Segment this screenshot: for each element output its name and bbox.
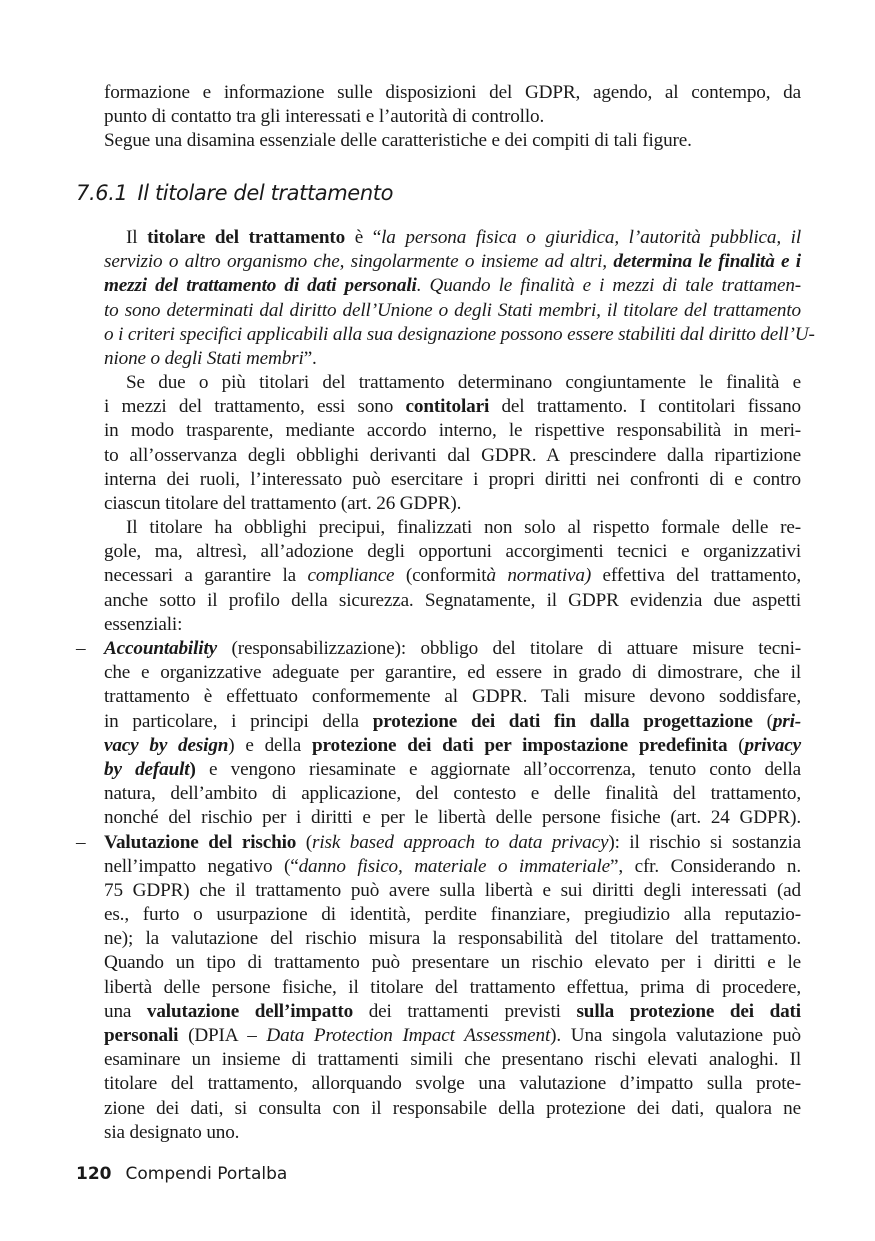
text-line: essenziali:	[104, 613, 183, 635]
text-line: formazione e informazione sulle disposizioni del GDPR, agendo, al contempo, da	[104, 82, 801, 103]
text-run: è “	[345, 227, 382, 248]
text-line	[104, 637, 801, 661]
text-line	[104, 226, 801, 250]
intro-paragraph	[104, 81, 801, 154]
text-line: titolare del trattamento, allorquando svolge una valutazione d’impatto sulla prote-	[104, 1073, 801, 1095]
quote-text: . Quando le finalità e i mezzi di tale trattamen-	[416, 275, 801, 297]
dash-bullet: –	[76, 831, 86, 853]
text-line: to all’osservanza degli obblighi derivanti dal GDPR. A prescindere dalla ripartizione	[104, 444, 801, 466]
text-run: ): il rischio si sostanzia	[608, 831, 802, 853]
text-run: i mezzi del trattamento, essi sono	[104, 396, 406, 418]
text-line	[104, 710, 801, 734]
text-run: )	[189, 758, 196, 780]
bold-term: protezione dei dati per impostazione predefinita	[311, 734, 728, 756]
text-line	[104, 395, 801, 419]
section-title: Il titolare del trattamento	[137, 181, 394, 205]
list-item-accountability	[76, 637, 801, 831]
series-name: Compendi Portalba	[125, 1164, 288, 1184]
text-run: necessari a garantire la	[104, 565, 308, 587]
text-run: (	[296, 831, 313, 853]
text-run: ). Una singola valutazione può	[550, 1025, 802, 1046]
bold-term: sulla protezione dei dati	[576, 1000, 801, 1022]
bold-term: titolare del trattamento	[147, 227, 346, 248]
text-run: ”.	[303, 347, 317, 369]
bold-italic-term: pri-	[772, 710, 801, 732]
bold-italic-term: privacy	[744, 734, 801, 756]
text-line	[104, 831, 801, 855]
text-run: Il	[126, 227, 148, 248]
paragraph-definition	[104, 226, 815, 371]
text-run: effettiva del trattamento,	[591, 565, 801, 587]
bold-term: Valutazione del rischio	[104, 831, 297, 853]
bold-term: valutazione dell’impatto	[146, 1000, 354, 1022]
text-run: e vengono riesaminate e aggiornate all’occorrenza, tenuto conto della	[195, 758, 801, 780]
text-line	[104, 855, 801, 879]
text-run: del trattamento. I contitolari fissano	[489, 396, 802, 418]
text-line: Il titolare ha obblighi precipui, finalizzati non solo al rispetto formale delle re-	[126, 517, 801, 538]
text-line	[104, 564, 801, 588]
text-line: Se due o più titolari del trattamento determinano congiuntamente le finalità e	[126, 372, 801, 393]
text-run: ”, cfr. Considerando n.	[610, 855, 801, 877]
text-line	[104, 299, 801, 323]
text-line: sia designato uno.	[104, 1121, 240, 1143]
text-line: natura, dell’ambito di applicazione, del contesto e delle finalità del trattamento,	[104, 783, 801, 805]
italic-term: compliance	[307, 565, 395, 587]
text-line	[104, 274, 801, 298]
text-line: esaminare un insieme di trattamenti simili che presentano rischi elevati analoghi. Il	[104, 1049, 801, 1071]
italic-term: Data Protection Impact Assessment	[266, 1025, 551, 1046]
text-line	[104, 1000, 801, 1024]
quote-text: o i criteri specifici applicabili alla sua designazione possono essere stabiliti dal diritto dell’U-	[104, 323, 815, 345]
quote-text: to sono determinati dal diritto dell’Unione o degli Stati membri, il titolare del trattamento	[104, 299, 801, 321]
text-run: ) e della	[228, 734, 312, 756]
text-line	[104, 758, 801, 782]
text-line	[104, 734, 801, 758]
italic-term: risk based approach to data privacy	[312, 831, 609, 853]
text-line: anche sotto il profilo della sicurezza. Segnatamente, il GDPR evidenzia due aspetti	[104, 589, 801, 611]
page-number: 120	[76, 1164, 112, 1184]
text-line: ciascun titolare del trattamento (art. 26 GDPR).	[104, 492, 462, 514]
text-run: (DPIA –	[178, 1025, 267, 1046]
text-run: (responsabilizzazione): obbligo del titolare di attuare misure tecni-	[217, 638, 801, 659]
text-line	[104, 323, 815, 347]
text-line: libertà delle persone fisiche, il titolare del trattamento effettua, prima di procedere,	[104, 976, 801, 998]
quote-text: servizio o altro organismo che, singolarmente o insieme ad altri,	[104, 251, 614, 273]
bold-italic-term: by default	[104, 758, 190, 780]
text-line	[104, 347, 801, 371]
text-line: interna dei ruoli, l’interessato può esercitare i propri diritti nei confronti di e contro	[104, 468, 801, 490]
text-line: che e organizzative adeguate per garantire, ed essere in grado di dimostrare, che il	[104, 662, 801, 684]
quote-text: nione o degli Stati membri	[104, 347, 304, 369]
dash-bullet: –	[76, 638, 86, 659]
bold-term: protezione dei dati fin dalla progettazione	[372, 710, 753, 732]
text-run: una	[104, 1000, 147, 1022]
paragraph-joint-controllers	[104, 371, 801, 516]
bold-italic-term: determina le finalità e i	[613, 251, 801, 273]
text-run: dei trattamenti previsti	[353, 1000, 577, 1022]
text-line: Segue una disamina essenziale delle caratteristiche e dei compiti di tali figure.	[104, 130, 692, 152]
text-line: gole, ma, altresì, all’adozione degli opportuni accorgimenti tecnici e organizzativi	[104, 541, 801, 563]
page-footer	[76, 1164, 287, 1184]
section-number: 7.6.1	[76, 181, 128, 205]
text-line	[104, 1024, 801, 1048]
bold-term: personali	[104, 1025, 179, 1046]
paragraph-obligations	[104, 516, 801, 637]
text-line: Quando un tipo di trattamento può presentare un rischio elevato per i diritti e le	[104, 952, 801, 974]
quote-text: la persona fisica o giuridica, l’autorità pubblica, il	[381, 227, 802, 248]
bold-term: contitolari	[405, 396, 490, 418]
text-run: nell’impatto negativo (“	[104, 855, 299, 877]
bullet-list	[76, 637, 801, 1145]
text-line: ne); la valutazione del rischio misura la responsabilità del titolare del trattamento.	[104, 928, 801, 950]
section-heading	[76, 181, 393, 205]
text-line: nonché del rischio per i diritti e per le libertà delle persone fisiche (art. 24 GDPR).	[104, 807, 801, 829]
text-run: (conformit	[394, 565, 487, 587]
bold-italic-term: vacy by design	[104, 734, 229, 756]
text-line: zione dei dati, si consulta con il responsabile della protezione dei dati, qualora ne	[104, 1097, 801, 1119]
text-line: 75 GDPR) che il trattamento può avere sulla libertà e sui diritti degli interessati (ad	[104, 879, 801, 901]
quote-text: danno fisico, materiale o immateriale	[298, 855, 611, 877]
list-item-risk-assessment	[76, 831, 801, 1145]
text-line	[104, 250, 801, 274]
text-line: in modo trasparente, mediante accordo interno, le rispettive responsabilità in meri-	[104, 420, 801, 442]
text-run: in particolare, i principi della	[104, 710, 373, 732]
text-line: punto di contatto tra gli interessati e l’autorità di controllo.	[104, 106, 545, 128]
bold-italic-term: Accountability	[104, 638, 218, 659]
bold-italic-term: mezzi del trattamento di dati personali	[104, 275, 417, 297]
text-line: trattamento è effettuato conformemente al GDPR. Tali misure devono soddisfare,	[104, 686, 801, 708]
italic-term: à normativa)	[486, 565, 592, 587]
text-run: (	[752, 710, 773, 732]
text-run: (	[727, 734, 745, 756]
text-line: es., furto o usurpazione di identità, perdite finanziare, pregiudizio alla reputazio-	[104, 904, 801, 926]
